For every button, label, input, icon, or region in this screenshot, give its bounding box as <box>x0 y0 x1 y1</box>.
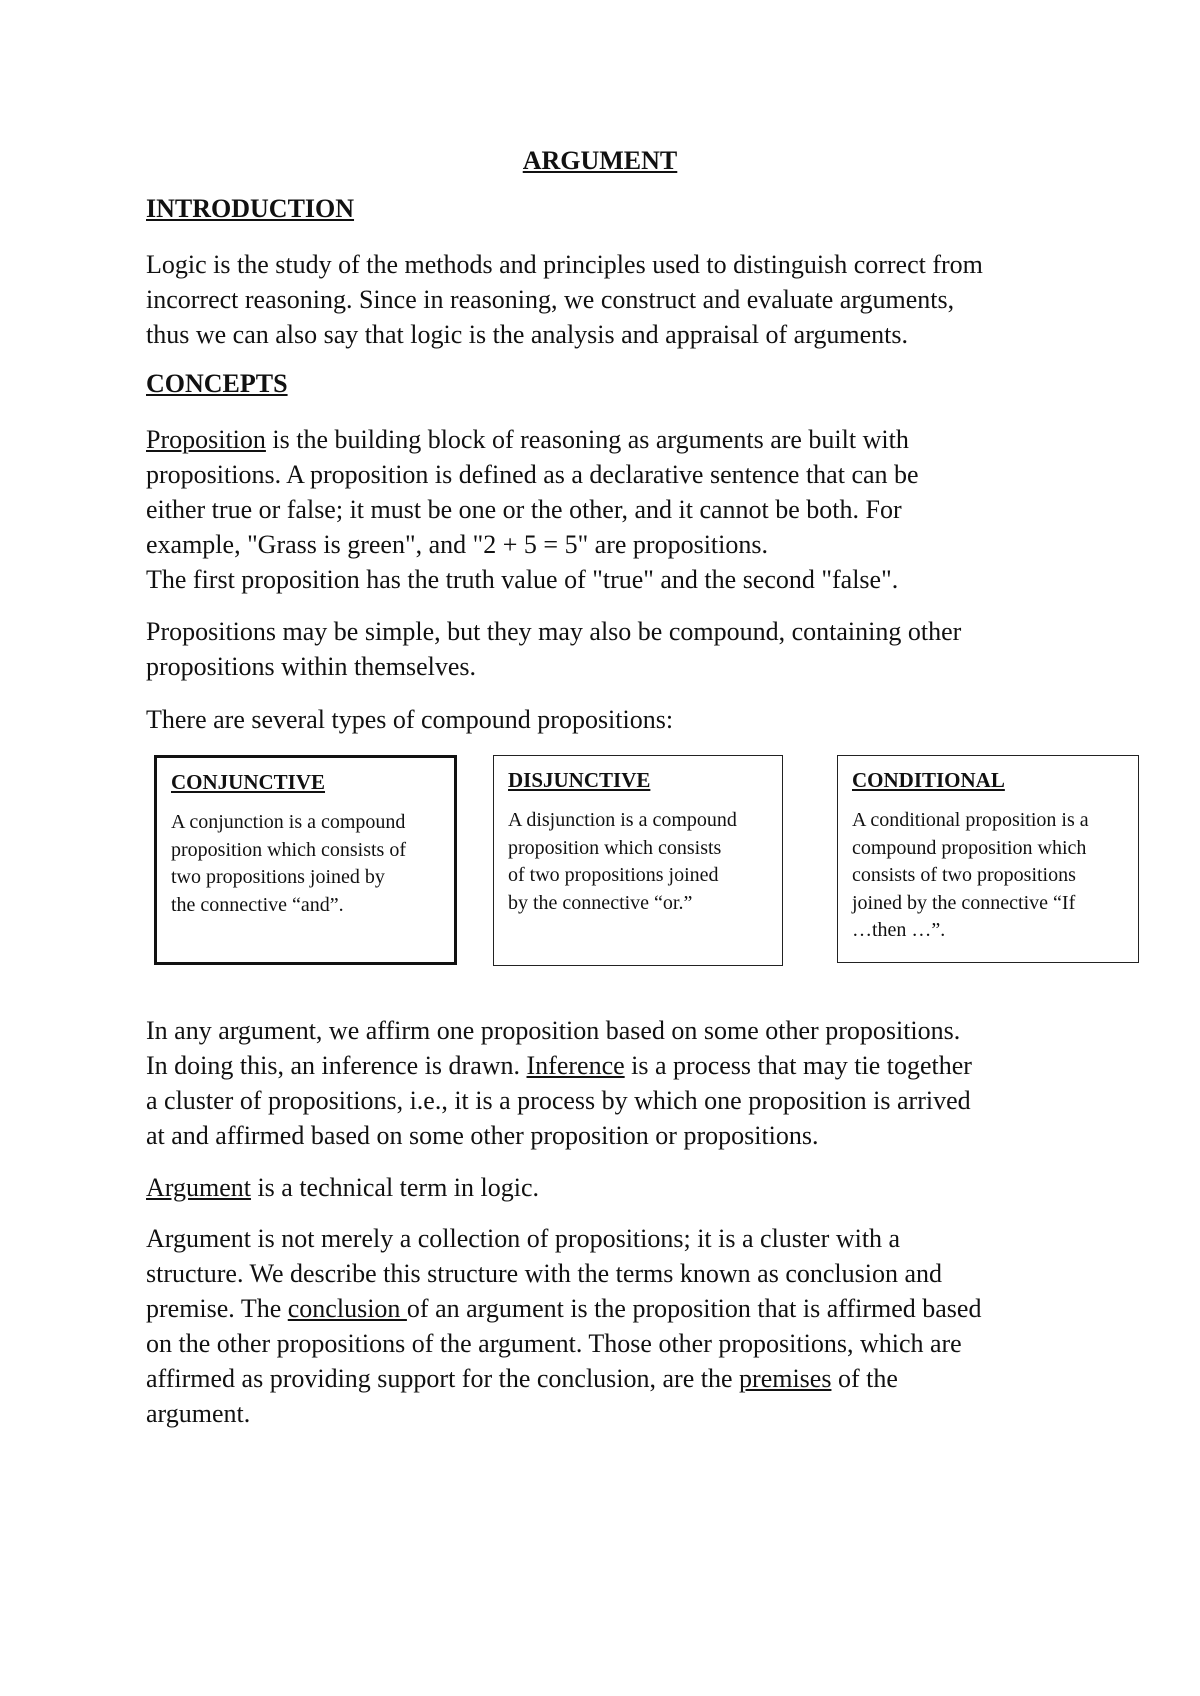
inference-line-before: In doing this, an inference is drawn. <box>146 1051 527 1080</box>
disjunctive-line: A disjunction is a compound <box>508 809 737 831</box>
introduction-paragraph <box>146 247 1086 352</box>
structure-paragraph <box>146 1221 1086 1431</box>
conditional-line: consists of two propositions <box>852 864 1076 886</box>
inference-line: a cluster of propositions, i.e., it is a process by which one proposition is arrived <box>146 1086 971 1115</box>
structure-line <box>146 1361 1086 1396</box>
conditional-text <box>852 807 1124 945</box>
argument-rest: is a technical term in logic. <box>250 1173 540 1202</box>
conjunctive-line: A conjunction is a compound <box>171 811 406 833</box>
structure-line: structure. We describe this structure with the terms known as conclusion and <box>146 1259 943 1288</box>
structure-line: Argument is not merely a collection of propositions; it is a cluster with a <box>146 1224 901 1253</box>
intro-line: Logic is the study of the methods and principles used to distinguish correct from <box>146 250 983 279</box>
proposition-line: propositions. A proposition is defined as a declarative sentence that can be <box>146 460 919 489</box>
disjunctive-box <box>493 755 783 966</box>
proposition-line: The first proposition has the truth value of "true" and the second "false". <box>146 565 899 594</box>
inference-line: at and affirmed based on some other proposition or propositions. <box>146 1121 819 1150</box>
structure-line3-before: premise. The <box>146 1294 288 1323</box>
premises-term: premises <box>739 1364 832 1393</box>
disjunctive-text <box>508 807 768 917</box>
inference-line: In any argument, we affirm one proposition based on some other propositions. <box>146 1016 961 1045</box>
argument-term: Argument <box>146 1173 251 1202</box>
inference-term: Inference <box>526 1051 625 1080</box>
intro-line: incorrect reasoning. Since in reasoning, we construct and evaluate arguments, <box>146 285 955 314</box>
argument-line <box>146 1170 1086 1205</box>
structure-line5-after: of the <box>831 1364 898 1393</box>
conjunctive-box <box>154 755 457 965</box>
structure-line <box>146 1291 1086 1326</box>
inference-paragraph <box>146 1013 1086 1153</box>
conditional-title: CONDITIONAL <box>852 768 1005 792</box>
proposition-line <box>146 422 1086 457</box>
inference-line <box>146 1048 1086 1083</box>
structure-line5-before: affirmed as providing support for the conclusion, are the <box>146 1364 740 1393</box>
disjunctive-title: DISJUNCTIVE <box>508 768 651 792</box>
conjunctive-title: CONJUNCTIVE <box>171 770 326 794</box>
compound-line: Propositions may be simple, but they may also be compound, containing other <box>146 617 962 646</box>
compound-types-boxes <box>0 755 1200 975</box>
disjunctive-line: of two propositions joined <box>508 864 719 886</box>
inference-line-after: is a process that may tie together <box>624 1051 972 1080</box>
compound-paragraph <box>146 614 1086 684</box>
proposition-line: example, "Grass is green", and "2 + 5 = 5" are propositions. <box>146 530 768 559</box>
proposition-line: either true or false; it must be one or the other, and it cannot be both. For <box>146 495 902 524</box>
conjunctive-text <box>171 809 440 919</box>
conditional-box <box>837 755 1139 963</box>
proposition-paragraph <box>146 422 1086 597</box>
compound-line: propositions within themselves. <box>146 652 477 681</box>
argument-definition <box>146 1170 1086 1205</box>
conditional-line: joined by the connective “If <box>852 891 1076 914</box>
document-title: ARGUMENT <box>522 146 678 175</box>
conditional-line: …then …”. <box>852 919 946 941</box>
conclusion-term: conclusion <box>287 1294 407 1323</box>
conditional-line: A conditional proposition is a <box>852 809 1089 831</box>
introduction-heading: INTRODUCTION <box>146 194 355 223</box>
disjunctive-line: proposition which consists <box>508 836 722 859</box>
structure-line: on the other propositions of the argument. Those other propositions, which are <box>146 1329 962 1358</box>
types-intro-line: There are several types of compound propositions: <box>146 705 674 734</box>
types-intro <box>146 702 1086 737</box>
structure-line: argument. <box>146 1399 251 1428</box>
conjunctive-line: proposition which consists of <box>171 838 406 861</box>
intro-line: thus we can also say that logic is the analysis and appraisal of arguments. <box>146 320 908 349</box>
conjunctive-line: two propositions joined by <box>171 866 385 888</box>
concepts-heading: CONCEPTS <box>146 369 288 398</box>
structure-line3-after: of an argument is the proposition that is affirmed based <box>406 1294 982 1323</box>
proposition-term: Proposition <box>146 425 266 454</box>
conditional-line: compound proposition which <box>852 836 1087 859</box>
proposition-line-rest: is the building block of reasoning as arguments are built with <box>265 425 909 454</box>
disjunctive-line: by the connective “or.” <box>508 891 693 914</box>
conjunctive-line: the connective “and”. <box>171 893 344 916</box>
